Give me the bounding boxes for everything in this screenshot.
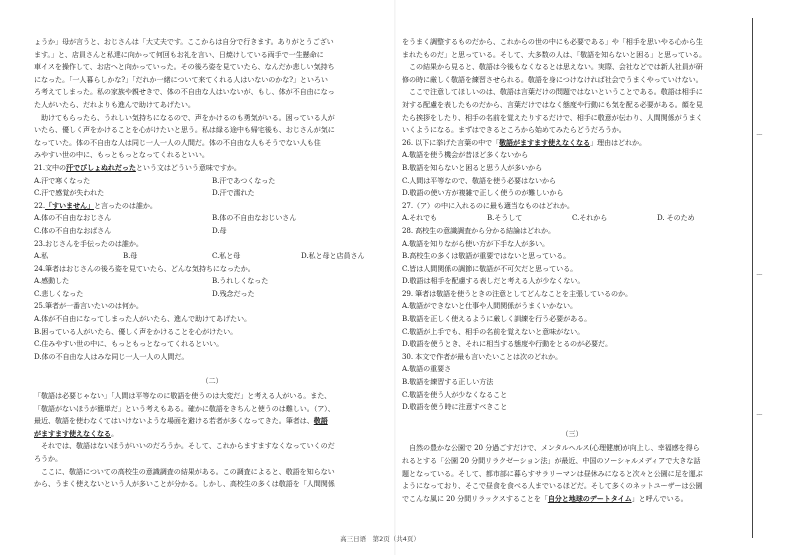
text-line: れるとする「公園 20 分間リラクゼーション法」が最近、中国のソーシャルメディアで大きな話 (402, 456, 701, 465)
text-line: みやすい世の中に、もっともっとなってくれるといい。 (34, 150, 209, 160)
question-text: 29. 筆者は敬語を使うときの注意としてどんなことを主張しているのか。 (402, 288, 632, 298)
option-c: C.敬語が上手でも、相手の名前を覚えないと意味がない。 (402, 326, 585, 336)
text-line: ようになっており、そこで昼食を食べる人までいるほどだ。そして多くのネットユーザーは公園 (402, 481, 703, 491)
option-b: B.敬語を知らないと困ると思う人が多いから (402, 162, 543, 172)
text-line: 題となっている。そして、都市部に暮らすサラリーマンは昼休みになると次々と公園に足を運ぶ (402, 468, 703, 478)
option-a: A.体の不自由なおじさん (34, 213, 112, 223)
option-c: C.それから (572, 213, 608, 223)
option-a: A.体が不自由になってしまった人がいたら、進んで助けてあげたい。 (34, 314, 251, 324)
option-d: D.敬語の使い方が複雑で正しく使うのが難しいから (402, 188, 564, 198)
option-b: B.困っている人がいたら、優しく声をかけることを心がけたい。 (34, 326, 238, 336)
text-line: 「敬語は必要じゃない」「人間は平等なのに敬語を使うのは大変だ」と考える人がいる。また、 (34, 391, 332, 401)
text-line: をうまく調整するものだから、これからの世の中にも必要である」や「相手を思いやる心から生 (402, 37, 703, 46)
text-line: 修の時に厳しく敬語を練習させられる。敬語を身につけなければ社会でうまくやっていけない。 (402, 74, 703, 84)
binding-line (752, 18, 753, 538)
question-24 (34, 263, 390, 301)
text-line: 助けてもらったら、うれしい気持ちになるので、声をかけるのも勇気がいる。困っている人が (41, 112, 335, 122)
option-d: D.母 (212, 225, 227, 235)
text-line: この結果から見ると、敬語は今後もなくなるとは思えない。実際、会社などでは新人社員が研 (409, 62, 703, 72)
question-26 (402, 137, 742, 200)
option-c: C.人間は平等なので、敬語を使う必要はないから (402, 175, 556, 185)
right-column (402, 36, 742, 505)
question-text: 」理由はどれか。 (589, 137, 646, 147)
left-column (34, 36, 390, 491)
text-line: 最近、敬語を使わなくてはいけないような場面を避ける若者が多くなってきた。筆者は、 (34, 416, 314, 426)
option-c: C.私と母 (212, 251, 241, 261)
option-a: A.敬語の重要さ (402, 364, 452, 374)
question-23 (34, 238, 390, 263)
question-21 (34, 162, 390, 200)
text-line: いたら、優しく声をかけることを心がけたいと思う。私は緑る途中も帰宅後も、おじさんが気に (34, 125, 335, 135)
text-line: ろうか。 (34, 454, 62, 463)
question-text: 28. 高校生の意識調査から分かる結論はどれか。 (402, 225, 556, 235)
option-c: C.敬語を使う人が少なくなること (402, 389, 508, 399)
option-d: D. そのため (657, 213, 695, 223)
question-text: と言ったのは誰か。 (93, 200, 157, 210)
binding-mark: ー (756, 271, 763, 279)
question-number: 21.文中の (34, 162, 66, 172)
question-text: 26. 以下に挙げた言葉の中で「 (402, 137, 500, 147)
underlined-phrase: がますます使えなくなる (34, 428, 111, 438)
option-a: A.敬語を使う機会が昔ほど多くないから (402, 150, 529, 160)
text-line: まれたものだ」と思っている。そして、大多数の人は、「敬語を知らないと困る」と思っている。 (402, 49, 707, 59)
text-line: 」と呼んでいる。 (631, 493, 688, 503)
text-line: ここに、敬語についての高校生の意識調査の結果がある。この調査によると、敬語を知らない (41, 466, 335, 476)
option-c: C.悲しくなった (34, 288, 84, 298)
option-b: B.母 (123, 251, 138, 261)
binding-mark: ー (756, 131, 763, 139)
passage-2-continued (402, 36, 742, 137)
option-a: A.汗で寒くなった (34, 175, 91, 185)
question-28 (402, 225, 742, 288)
option-d: D.私と母と店員さん (301, 251, 365, 261)
underlined-phrase: 敬語がますます使えなくなる (499, 137, 590, 147)
passage-3 (402, 442, 742, 505)
text-line: なっていた。体の不自由な人は同じ一人一人の人間だ。体の不自由な人もそうでない人も住 (34, 137, 321, 147)
option-b: B.高校生の多くは敬語が重要ではないと思っている。 (402, 251, 571, 261)
section-3-heading: （三） (561, 428, 583, 438)
question-text: という文はどういう意味ですか。 (135, 162, 241, 172)
option-c: C.体の不自由なおばさん (34, 225, 112, 235)
question-text: 24.筆者はおじさんの後ろ姿を見ていたら、どんな気持ちになったか。 (34, 263, 255, 273)
text-line: 自然の豊かな公園で 20 分過ごすだけで、メンタルヘルス(心理健康)が向上し、幸福感を得ら (409, 443, 700, 453)
option-a: A.感動した (34, 276, 70, 286)
question-text: 30. 本文で作者が最も言いたいことは次のどれか。 (402, 351, 563, 361)
option-a: A.敬語を知りながら使い方が下手な人が多い。 (402, 238, 550, 248)
option-d: D.汗で濡れた (212, 188, 255, 198)
text-line: 。 (110, 428, 118, 438)
page-fold (394, 0, 396, 555)
binding-mark: ー (756, 411, 763, 419)
question-number: 22. (34, 200, 45, 210)
question-25 (34, 300, 390, 363)
text-line: 対する配慮を表したものだから、言葉だけではなく態度や行動にも気を配る必要がある。顔を見 (402, 99, 703, 109)
text-line: ここで注意してほしいのは、敬語は言葉だけの問題ではないということである。敬語は相手に (409, 87, 703, 97)
text-line: になった。「一人暮らしかな?」「だれか一緒について来てくれる人はいないのかな?」といろい (34, 74, 328, 84)
option-b: B.そうして (487, 213, 523, 223)
option-d: D.敬語を使うとき、それに相当する態度や行動をとるのが必要だ。 (402, 339, 613, 349)
text-line: た人がいたら、だれよりも進んで助けてあげたい。 (34, 99, 195, 109)
question-text: 23.おじさんを手伝ったのは誰か。 (34, 238, 143, 248)
underlined-phrase: 「すいません」 (44, 200, 94, 210)
option-d: D.体の不自由な人はみな同じ一人一人の人間だ。 (34, 351, 189, 361)
passage-2 (34, 390, 390, 491)
text-line: でこんな風に 20 分間リラックスすることを「 (402, 493, 548, 503)
text-line: たら挨拶をしたり、相手の名前を覚えたりするだけで、相手に敬意が伝わり、人間関係がうまく (402, 112, 703, 122)
question-text: 25.筆者が一番言いたいのは何か。 (34, 301, 143, 311)
question-29 (402, 288, 742, 351)
text-line: 車イスを操作して、お店へと向かっていった。その後ろ姿を見ていたら、なんだか悲しい気持ち (34, 62, 335, 72)
text-line: から、うまく使えないという人が多いことが分かる。しかし、高校生の多くは敬語を「人間関係 (34, 479, 335, 489)
option-a: A.私 (34, 251, 49, 261)
option-c: C.汗で感覚が失われた (34, 188, 105, 198)
text-line: いくようになる。まずはできるところから始めてみたらどうだろうか。 (402, 125, 626, 135)
option-b: B.敬語を練習する正しい方法 (402, 377, 494, 387)
text-line: 「敬語がないほうが簡単だ」という考えもある。確かに敬語をきちんと使うのは難しい。（ア）、 (34, 403, 335, 413)
text-line: ょうか」母が言うと、おじさんは「大丈夫です。ここからは自分で行きます。ありがとうござい (34, 37, 334, 46)
option-a: A.それでも (402, 213, 438, 223)
option-d: D.敬語を使う時に注意すべきこと (402, 402, 508, 412)
option-d: D.残念だった (212, 288, 255, 298)
text-line: それでは、敬語はないほうがいいのだろうか。そして、これからますますなくなっていくのだ (41, 441, 335, 451)
option-c: C.皆は人間関係の調節に敬語が不可欠だと思っている。 (402, 263, 578, 273)
question-27 (402, 200, 742, 225)
question-text: 27.（ア）の中に入れるのに最も適当なものはどれか。 (402, 200, 574, 210)
option-a: A.敬語ができないと仕事や人間関係がうまくいかない。 (402, 301, 578, 311)
option-b: B.汗であつくなった (212, 175, 276, 185)
question-22 (34, 200, 390, 238)
option-d: D.敬語は相手を配慮する表しだと考える人が少なくない。 (402, 276, 585, 286)
section-2-heading: （二） (201, 376, 223, 386)
text-line: ろ考えてしまった。私の家族や親せきで、体の不自由な人はいないが、もし、体が不自由になっ (34, 87, 335, 97)
underlined-phrase: 汗でびしょぬれだった (65, 162, 136, 172)
option-b: B.うれしくなった (212, 276, 269, 286)
underlined-phrase: 自分と地球のデートタイム (547, 493, 632, 503)
page-footer: 高三日语 第2页（共4页） (340, 535, 420, 543)
option-b: B.敬語を正しく使えるように厳しく訓練を行う必要がある。 (402, 314, 592, 324)
option-b: B.体の不自由なおじいさん (212, 213, 297, 223)
option-c: C.住みやすい世の中に、もっともっとなってくれるといい。 (34, 339, 224, 349)
text-line: ます。」と、店員さんと私達に向かって何回もお礼を言い、日焼けしている両手で一生懸命に (34, 49, 324, 59)
question-30 (402, 351, 742, 414)
underlined-phrase: 敬語 (313, 416, 328, 426)
passage-1-continued (34, 36, 390, 162)
